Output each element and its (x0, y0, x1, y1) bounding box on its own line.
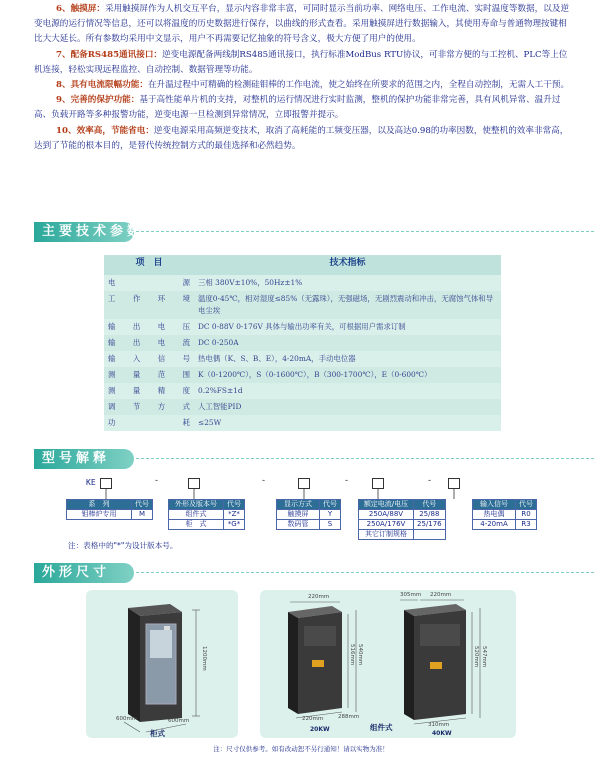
table-row: 测量范围 K（0-1200℃），S（0-1600℃），B（300-1700℃），E（0-600℃） (104, 367, 501, 383)
cabinet-caption: 柜式 (150, 729, 165, 738)
section-spec-title: 主要技术参数 (42, 224, 145, 239)
m40-bottom-label: 310mm (428, 722, 450, 728)
module-caption: 组件式 (370, 723, 393, 732)
feature-6: 6、触摸屏：采用触摸屏作为人机交互平台，显示内容非常丰富，可同时显示当前功率、网络电压、工作电流、实时温度等数据，以及逆变电源的运行情况等信息，还可以将温度的历史数据进行保存，以曲线的形式查看。采用触摸屏进行数据输入，其使用寿命与普通物理按键相比大大延长。所有参数均采用中文显示，用户不再需要记忆抽象的符号含义，极大方便了用户的使用。 (34, 4, 570, 45)
feature-8: 8、具有电流限幅功能：在升温过程中可精确的检测硅钼棒的工作电流，使之始终在所要求的范围之内，全程自动控制，无需人工干预。 (56, 80, 570, 91)
table-row: 功 耗 ≤25W (104, 415, 501, 431)
spec-header-item: 项 目 (104, 255, 194, 275)
table-row: 输出电流 DC 0-250A (104, 335, 501, 351)
table-row: 测量精度 0.2%FS±1d (104, 383, 501, 399)
section-model-title: 型号解释 (42, 451, 111, 466)
model-note: 注：表格中的"*"为设计版本号。 (68, 541, 178, 550)
model-table-input: 输入信号 代号 热电偶 R0 4-20mA R3 (472, 499, 537, 530)
module-panel (260, 590, 516, 738)
spec-header-value: 技术指标 (194, 255, 501, 275)
cabinet-width-label: 600mm (168, 718, 190, 724)
m20-side-label: 288mm (338, 714, 360, 720)
m20-top-label: 220mm (308, 594, 330, 600)
feature-9: 9、完善的保护功能：基于高性能单片机的支持，对整机的运行情况进行实时监测，整机的保护功能非常完善，具有风机异常、温升过高、负载开路等多种报警功能，逆变电源一旦检测到异常情况，立即报警并提示。 (34, 95, 561, 121)
m40-top1-label: 305mm (400, 592, 422, 598)
model-table-version: 外形及版本号 代号 组件式 *Z* 柜 式 *G* (168, 499, 245, 530)
table-row: 输出电压 DC 0-88V 0-176V 具体与输出功率有关，可根据用户需求订制 (104, 319, 501, 335)
m20-h2-label: 540mm (357, 644, 363, 666)
m40-top2-label: 220mm (430, 592, 452, 598)
cabinet-panel (86, 590, 238, 738)
m20-label: 20KW (310, 726, 330, 733)
feature-7: 7、配备RS485通讯接口：逆变电源配备两线制RS485通讯接口，执行标准ModBus RTU协议，可非常方便的与工控机、PLC等上位机连接，轻松实现远程监控、自动控制、数据管理等功能。 (34, 49, 568, 75)
m20-bottom-label: 220mm (302, 716, 324, 722)
section-outline-title: 外形尺寸 (42, 565, 111, 580)
model-table-display: 显示方式 代号 触摸屏 Y 数码管 S (276, 499, 341, 530)
model-table-series: 系 列 代号 钼棒炉专用 M (66, 499, 153, 520)
m40-label: 40KW (432, 730, 452, 737)
table-row: 调节方式 人工智能PID (104, 399, 501, 415)
table-row: 工作环境 温度0-45℃，相对湿度≤85%（无露珠），无强磁场，无剧烈震动和冲击，无腐蚀气体和导电尘埃 (104, 291, 501, 319)
m40-h2-label: 547mm (481, 646, 487, 668)
m40-h1-label: 520mm (473, 646, 479, 668)
cabinet-drawing (86, 590, 238, 738)
cabinet-depth-label: 600mm (116, 716, 138, 722)
m20-h1-label: 516mm (349, 644, 355, 666)
footnote: 注：尺寸仅供参考。如有改动恕不另行通知！请以实物为准！ (213, 745, 389, 753)
feature-10: 10、效率高，节能省电：逆变电源采用高频逆变技术，取消了高耗能的工频变压器，以及高达0.98的功率因数，使整机的效率非常高，达到了节能的根本目的，是替代传统控制方式的最佳选择和必然趋势。 (34, 125, 569, 151)
section-outline-header (34, 563, 594, 583)
model-prefix: KE (86, 478, 96, 487)
table-row: 电 源 三相 380V±10%，50Hz±1% (104, 275, 501, 291)
cabinet-height-label: 1200mm (201, 646, 207, 671)
table-row: 输入信号 热电偶（K、S、B、E），4-20mA，手动电位器 (104, 351, 501, 367)
model-table-rating: 额定电流/电压 代号 250A/88V 25/88 250A/176V 25/176 其它订制规格 (358, 499, 446, 540)
